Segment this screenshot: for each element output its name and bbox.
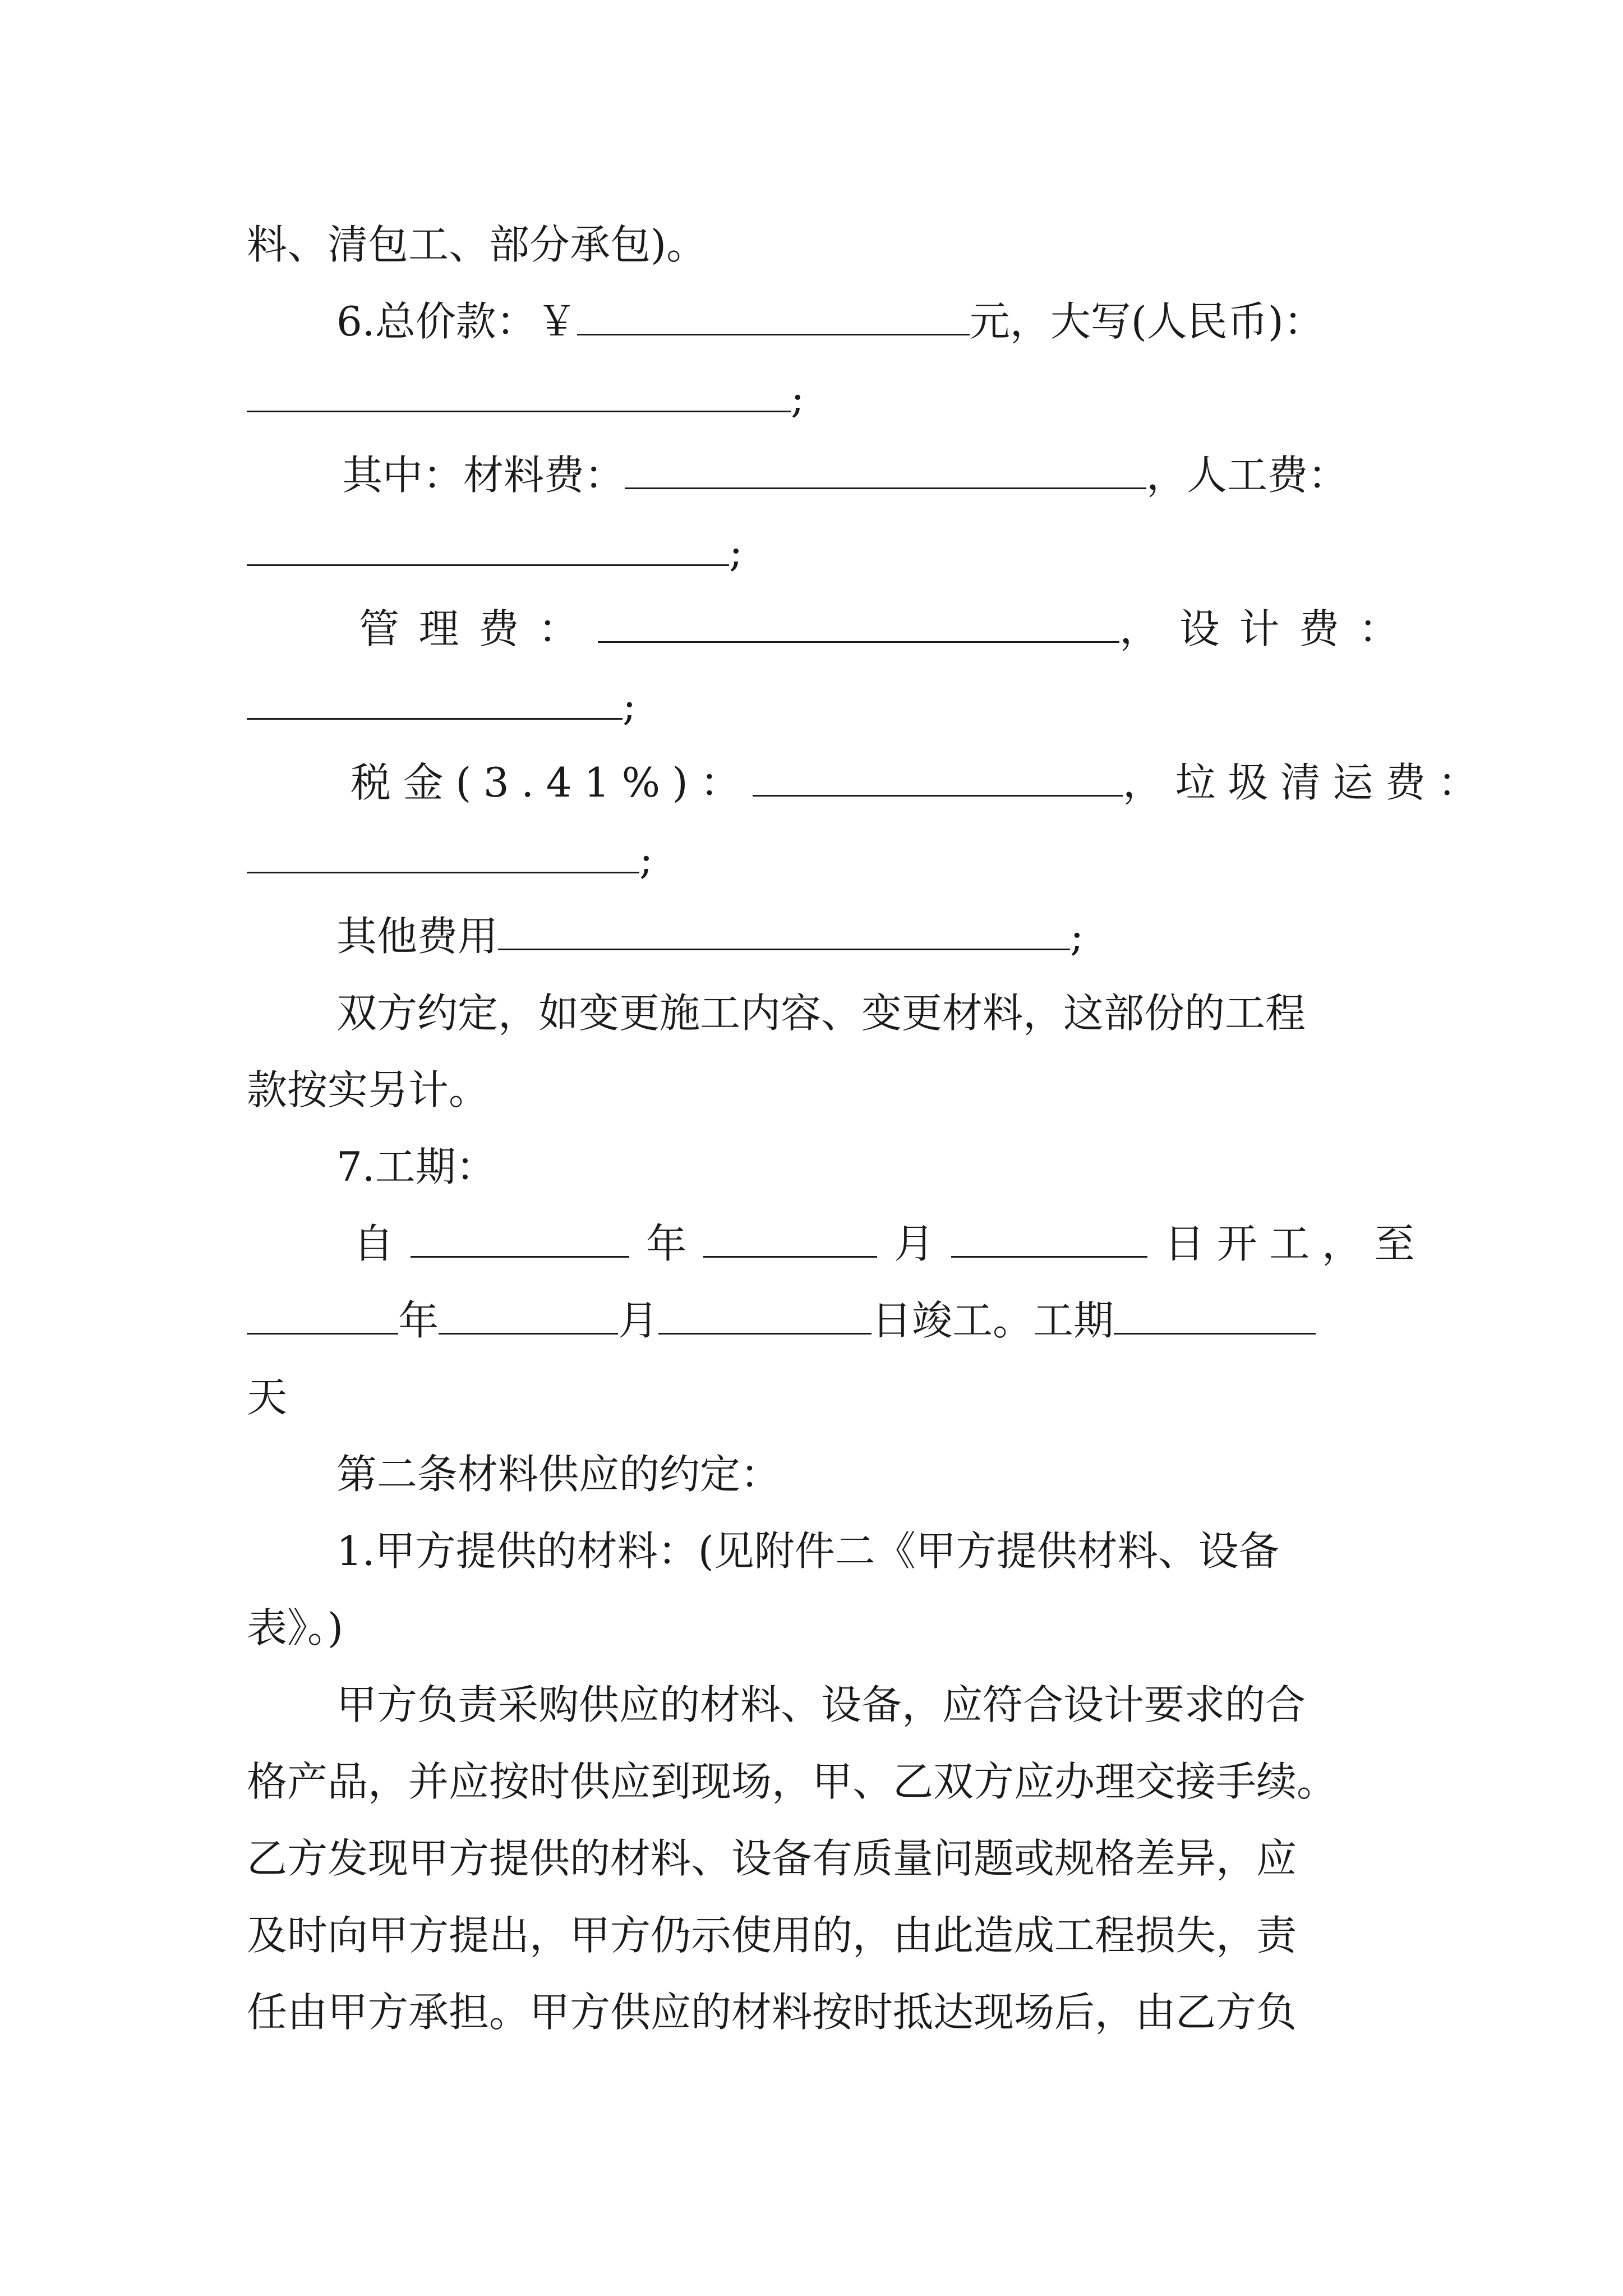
schedule-line <box>247 1292 1316 1349</box>
other-fees-line <box>336 908 1083 964</box>
text-line <box>247 1062 489 1118</box>
text-line <box>247 1830 1297 1887</box>
text: 料、清包工、部分承包)。 <box>247 221 707 268</box>
blank-line <box>1114 1296 1316 1335</box>
text: ; <box>639 836 653 883</box>
text: 乙方发现甲方提供的材料、设备有质量问题或规格差异，应 <box>247 1835 1297 1882</box>
blank-line <box>247 1296 398 1335</box>
text: 税金(3.41%)： <box>351 759 753 806</box>
text: 甲方负责采购供应的材料、设备，应符合设计要求的合 <box>336 1681 1306 1728</box>
text: 年 <box>646 1220 687 1267</box>
text-line <box>247 1984 1297 2040</box>
blank-line <box>247 682 623 720</box>
text-line <box>247 1369 287 1425</box>
text: 表》。) <box>247 1604 344 1651</box>
blank-line <box>753 758 1123 797</box>
text-line <box>247 1600 343 1656</box>
text: 任由甲方承担。甲方供应的材料按时抵达现场后，由乙方负 <box>247 1989 1297 2036</box>
text: 第二条材料供应的约定： <box>336 1451 781 1498</box>
text: 月 <box>618 1297 659 1344</box>
text: 日竣工。工期 <box>872 1297 1114 1344</box>
blank-line <box>598 605 1119 643</box>
text: 1.甲方提供的材料：(见附件二《甲方提供材料、设备 <box>336 1527 1279 1575</box>
text: 天 <box>247 1374 288 1421</box>
text: 6.总价款：￥ <box>336 298 577 345</box>
text-line <box>247 217 707 273</box>
text-line <box>336 1523 1279 1579</box>
text: 管理费： <box>359 605 598 652</box>
text: ; <box>729 528 743 576</box>
text-line <box>247 370 804 426</box>
text-line <box>336 985 1306 1041</box>
text-line <box>247 1907 1297 1963</box>
blank-line <box>625 451 1146 489</box>
cost-breakdown-line <box>342 447 1348 503</box>
text: 7.工期： <box>336 1143 496 1190</box>
text: ，人工费： <box>1146 452 1349 499</box>
text: 款按实另计。 <box>247 1066 490 1114</box>
text-line <box>336 1677 1306 1733</box>
text: ; <box>623 682 637 729</box>
section-heading <box>336 1139 496 1195</box>
text: 其他费用 <box>336 913 499 960</box>
blank-line <box>498 912 1070 950</box>
blank-line <box>951 1220 1147 1258</box>
text: ; <box>1070 913 1084 960</box>
text: 年 <box>398 1297 439 1344</box>
text: 其中：材料费： <box>342 452 625 499</box>
text-line <box>247 524 743 580</box>
blank-line <box>577 297 970 335</box>
text: 双方约定，如变更施工内容、变更材料，这部份的工程 <box>336 990 1306 1037</box>
text-line <box>247 831 653 887</box>
text: 格产品，并应按时供应到现场，甲、乙双方应办理交接手续。 <box>247 1758 1338 1805</box>
blank-line <box>439 1296 618 1335</box>
tax-line <box>351 754 1490 811</box>
blank-line <box>247 528 729 566</box>
schedule-line <box>353 1216 1427 1272</box>
text: ; <box>791 375 805 422</box>
text: 自 <box>353 1220 394 1267</box>
text: ，设计费： <box>1119 605 1419 652</box>
text: 及时向甲方提出，甲方仍示使用的，由此造成工程损失，责 <box>247 1912 1297 1959</box>
text: ，垃圾清运费： <box>1122 759 1491 806</box>
management-fee-line <box>359 601 1418 657</box>
blank-line <box>411 1220 629 1258</box>
text: 元，大写(人民币)： <box>969 298 1324 345</box>
section-heading <box>336 1446 781 1502</box>
blank-line <box>703 1220 877 1258</box>
total-price-line <box>336 293 1324 349</box>
text: 日开工，至 <box>1164 1220 1427 1267</box>
text-line <box>247 1754 1337 1810</box>
blank-line <box>658 1296 872 1335</box>
text-line <box>247 678 636 734</box>
blank-line <box>247 374 791 412</box>
text: 月 <box>894 1220 935 1267</box>
blank-line <box>247 835 639 873</box>
